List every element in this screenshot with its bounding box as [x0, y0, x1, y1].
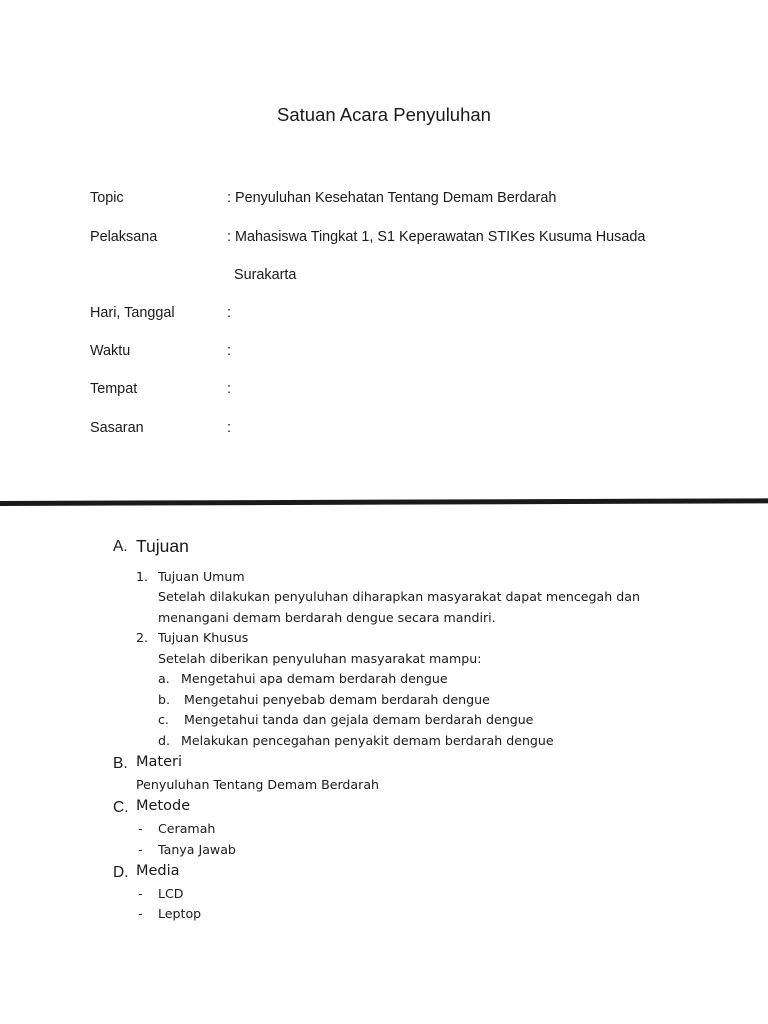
tujuan-khusus-intro: Setelah diberikan penyuluhan masyarakat mampu: — [158, 651, 482, 666]
section-c-letter: C. — [113, 799, 129, 816]
sub-item-text: Melakukan pencegahan penyakit demam berdarah dengue — [181, 733, 554, 748]
section-c-title: Metode — [136, 798, 191, 814]
sub-item-text: Mengetahui penyebab demam berdarah dengue — [184, 692, 490, 707]
metode-item: Tanya Jawab — [158, 842, 236, 857]
bullet-dash: - — [138, 886, 143, 901]
list-item-number: 1. — [136, 569, 149, 584]
sub-item-letter: d. — [158, 733, 170, 748]
bullet-dash: - — [138, 842, 143, 857]
document-page-1 — [0, 0, 768, 503]
metode-item: Ceramah — [158, 821, 216, 836]
field-label: Tempat — [90, 381, 138, 397]
field-pelaksana-continuation: Surakarta — [234, 267, 297, 283]
section-d-title: Media — [136, 863, 180, 879]
bullet-dash: - — [138, 821, 143, 836]
document-page-2 — [0, 508, 768, 1024]
materi-text: Penyuluhan Tentang Demam Berdarah — [136, 777, 380, 792]
field-label: Pelaksana — [90, 229, 158, 245]
field-label: Sasaran — [90, 420, 144, 436]
media-item: LCD — [158, 886, 184, 901]
list-item-number: 2. — [136, 630, 149, 645]
bullet-dash: - — [138, 906, 143, 921]
field-value: : Mahasiswa Tingkat 1, S1 Keperawatan STIKes Kusuma Husada — [227, 229, 646, 245]
tujuan-umum-text-line: menangani demam berdarah dengue secara mandiri. — [158, 610, 496, 625]
section-d-letter: D. — [113, 864, 129, 881]
field-value: : — [227, 343, 231, 359]
tujuan-khusus-heading: Tujuan Khusus — [158, 630, 249, 645]
field-value: : Penyuluhan Kesehatan Tentang Demam Berdarah — [227, 190, 557, 206]
sub-item-letter: c. — [158, 712, 169, 727]
sub-item-text: Mengetahui tanda dan gejala demam berdarah dengue — [184, 712, 534, 727]
sub-item-text: Mengetahui apa demam berdarah dengue — [181, 671, 448, 686]
field-value: : — [227, 305, 231, 321]
tujuan-umum-text-line: Setelah dilakukan penyuluhan diharapkan masyarakat dapat mencegah dan — [158, 589, 640, 604]
sub-item-letter: a. — [158, 671, 170, 686]
field-label: Waktu — [90, 343, 131, 359]
section-b-letter: B. — [113, 755, 128, 772]
tujuan-umum-heading: Tujuan Umum — [158, 569, 245, 584]
field-value: : — [227, 381, 231, 397]
section-b-title: Materi — [136, 754, 182, 770]
section-a-title: Tujuan — [136, 536, 189, 556]
section-a-letter: A. — [113, 538, 128, 555]
field-label: Hari, Tanggal — [90, 305, 175, 321]
field-value: : — [227, 420, 231, 436]
field-label: Topic — [90, 190, 124, 206]
sub-item-letter: b. — [158, 692, 170, 707]
media-item: Leptop — [158, 906, 202, 921]
document-title: Satuan Acara Penyuluhan — [277, 104, 491, 125]
